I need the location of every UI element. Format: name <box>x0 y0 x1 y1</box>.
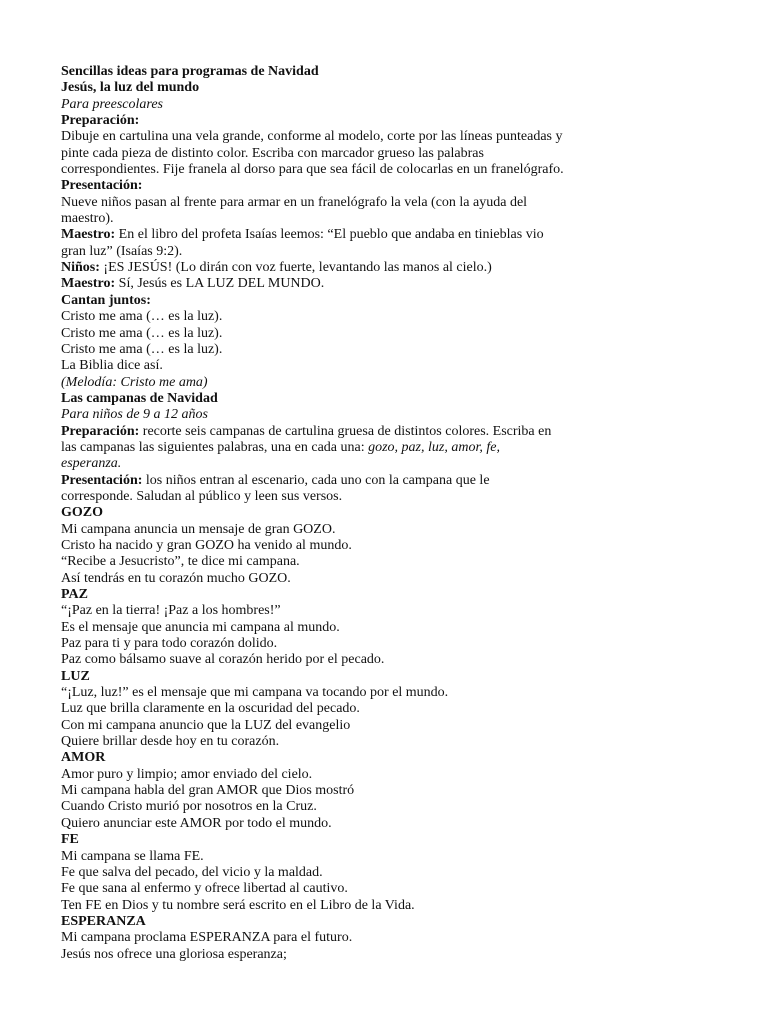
section2-prep-line <box>61 424 741 440</box>
paz-line-3: Paz para ti y para todo corazón dolido. <box>61 636 278 652</box>
section1-pres-line2: maestro). <box>61 211 114 227</box>
section2-prep-label: Preparación: <box>61 423 140 439</box>
maestro2-label: Maestro: <box>61 276 116 292</box>
maestro2-line <box>61 276 741 292</box>
section2-pres-text2: corresponde. Saludan al público y leen sus versos. <box>61 488 343 504</box>
paz-heading: PAZ <box>61 587 88 602</box>
amor-line-2: Mi campana habla del gran AMOR que Dios mostró <box>61 783 355 799</box>
fe-line-1: Mi campana se llama FE. <box>61 848 204 864</box>
maestro-label: Maestro: <box>61 227 116 243</box>
section1-heading: Jesús, la luz del mundo <box>61 80 200 96</box>
luz-line-4: Quiere brillar desde hoy en tu corazón. <box>61 734 280 750</box>
section2-pres-label: Presentación: <box>61 472 143 488</box>
esperanza-line-2: Jesús nos ofrece una gloriosa esperanza; <box>61 946 287 962</box>
section1-prep-label: Preparación: <box>61 113 140 129</box>
fe-line-2: Fe que salva del pecado, del vicio y la maldad. <box>61 864 323 880</box>
song-line-4: La Biblia dice así. <box>61 358 163 374</box>
document-page <box>61 64 741 963</box>
fe-line-3: Fe que sana al enfermo y ofrece libertad al cautivo. <box>61 881 348 897</box>
maestro-text: En el libro del profeta Isaías leemos: “El pueblo que andaba en tinieblas vio <box>118 227 544 243</box>
luz-line-2: Luz que brilla claramente en la oscuridad del pecado. <box>61 701 360 717</box>
gozo-line-3: “Recibe a Jesucristo”, te dice mi campana. <box>61 554 300 570</box>
section2-pres-text1: los niños entran al escenario, cada uno con la campana que le <box>145 472 490 488</box>
section2-audience: Para niños de 9 a 12 años <box>61 407 208 423</box>
section2-prep-text2: las campanas las siguientes palabras, una en cada una: <box>61 439 365 455</box>
document-title: Sencillas ideas para programas de Navidad <box>61 64 319 79</box>
section2-prep-line2 <box>61 440 741 456</box>
amor-line-3: Cuando Cristo murió por nosotros en la Cruz. <box>61 799 317 815</box>
section1-prep-line3: correspondientes. Fije franela al dorso para que sea fácil de colocarlas en un franelógrafo. <box>61 162 564 178</box>
section1-pres-line1: Nueve niños pasan al frente para armar en un franelógrafo la vela (con la ayuda del <box>61 194 528 210</box>
gozo-line-1: Mi campana anuncia un mensaje de gran GOZO. <box>61 521 336 537</box>
luz-line-3: Con mi campana anuncio que la LUZ del evangelio <box>61 717 351 733</box>
esperanza-heading: ESPERANZA <box>61 913 146 929</box>
cantan-label: Cantan juntos: <box>61 292 151 308</box>
section1-pres-label: Presentación: <box>61 178 143 194</box>
maestro-text-cont: gran luz” (Isaías 9:2). <box>61 243 183 259</box>
ninos-text: ¡ES JESÚS! (Lo dirán con voz fuerte, levantando las manos al cielo.) <box>103 260 492 276</box>
luz-heading: LUZ <box>61 668 90 684</box>
song-line-1: Cristo me ama (… es la luz). <box>61 309 223 325</box>
maestro2-text: Sí, Jesús es LA LUZ DEL MUNDO. <box>118 276 325 292</box>
fe-line-4: Ten FE en Dios y tu nombre será escrito en el Libro de la Vida. <box>61 897 415 913</box>
song-line-2: Cristo me ama (… es la luz). <box>61 325 223 341</box>
section2-pres-line <box>61 473 741 489</box>
gozo-line-4: Así tendrás en tu corazón mucho GOZO. <box>61 570 291 586</box>
amor-line-4: Quiero anunciar este AMOR por todo el mundo. <box>61 815 332 831</box>
paz-line-1: “¡Paz en la tierra! ¡Paz a los hombres!” <box>61 603 281 619</box>
ninos-line <box>61 260 741 276</box>
section1-audience: Para preescolares <box>61 96 163 112</box>
maestro-line <box>61 227 741 243</box>
section1-prep-line1: Dibuje en cartulina una vela grande, conforme al modelo, corte por las líneas punteadas y <box>61 129 563 145</box>
gozo-line-2: Cristo ha nacido y gran GOZO ha venido al mundo. <box>61 537 352 553</box>
melody-note: (Melodía: Cristo me ama) <box>61 374 208 390</box>
section2-prep-text1: recorte seis campanas de cartulina gruesa de distintos colores. Escriba en <box>142 423 552 439</box>
section1-prep-line2: pinte cada pieza de distinto color. Escriba con marcador grueso las palabras <box>61 145 484 161</box>
amor-heading: AMOR <box>61 750 106 766</box>
paz-line-4: Paz como bálsamo suave al corazón herido por el pecado. <box>61 652 385 668</box>
section2-prep-words: gozo, paz, luz, amor, fe, <box>368 439 500 455</box>
esperanza-line-1: Mi campana proclama ESPERANZA para el futuro. <box>61 930 353 946</box>
song-line-3: Cristo me ama (… es la luz). <box>61 341 223 357</box>
ninos-label: Niños: <box>61 260 100 276</box>
paz-line-2: Es el mensaje que anuncia mi campana al mundo. <box>61 619 340 635</box>
section2-heading: Las campanas de Navidad <box>61 390 218 406</box>
amor-line-1: Amor puro y limpio; amor enviado del cielo. <box>61 766 313 782</box>
section2-prep-words2: esperanza. <box>61 456 122 472</box>
fe-heading: FE <box>61 832 79 848</box>
luz-line-1: “¡Luz, luz!” es el mensaje que mi campana va tocando por el mundo. <box>61 685 449 701</box>
gozo-heading: GOZO <box>61 505 104 521</box>
